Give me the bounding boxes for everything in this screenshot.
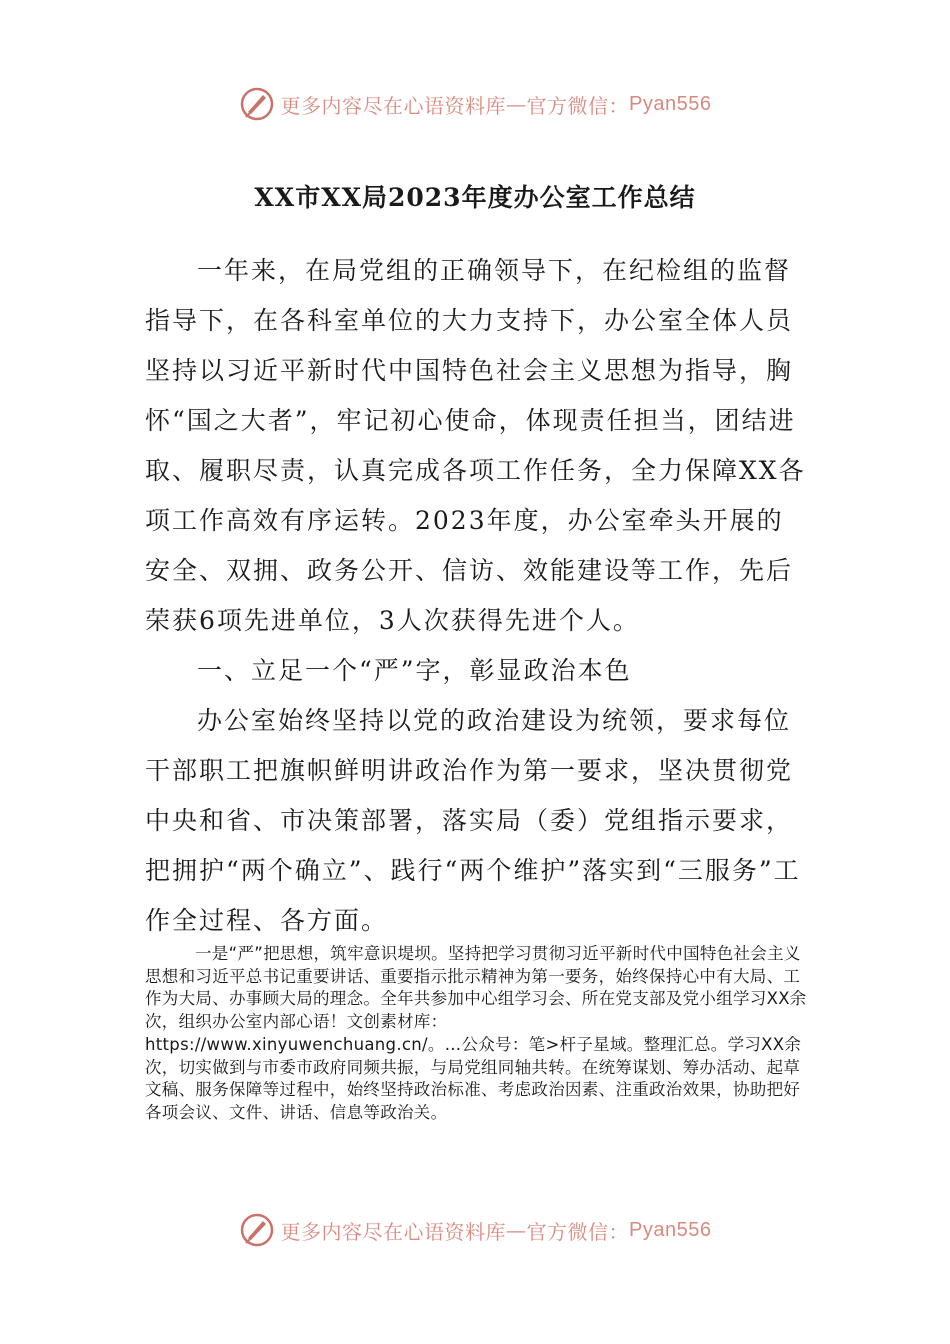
banner-wechat-label: 官方微信： <box>526 93 630 118</box>
header-banner <box>0 82 950 126</box>
banner-separator: — <box>506 1218 527 1242</box>
banner-account: Pyan556 <box>629 1218 712 1241</box>
small-text-block <box>145 943 810 1125</box>
section-paragraph: 办公室始终坚持以党的政治建设为统领，要求每位干部职工把旗帜鲜明讲政治作为第一要求，坚决贯彻党中央和省、市决策部署，落实局（委）党组指示要求，把拥护“两个确立”、践行“两个维护”落实到“三服务”工作全过程、各方面。 <box>145 706 801 935</box>
quill-logo-icon <box>239 86 275 122</box>
banner-wechat-label: 官方微信： <box>526 1219 630 1244</box>
banner-account: Pyan556 <box>629 92 712 115</box>
document-body <box>145 246 810 946</box>
small-paragraph-1: 一是“严”把思想，筑牢意识堤坝。坚持把学习贯彻习近平新时代中国特色社会主义思想和习近平总书记重要讲话、重要指示批示精神为第一要务，始终保持心中有大局、工作为大局、办事顾大局的理念。全年共参加中心组学习会、所在党支部及党小组学习XX余次，组织办公室内部心语！文创素材库： <box>145 944 807 1032</box>
document-title: XX市XX局2023年度办公室工作总结 <box>254 183 696 212</box>
footer-banner <box>0 1208 950 1252</box>
banner-separator: — <box>506 92 527 116</box>
small-paragraph-2: https://www.xinyuwenchuang.cn/。…公众号：笔>杆子星域。整理汇总。学习XX余次，切实做到与市委市政府同频共振，与局党组同轴共转。在统筹谋划、筹办活动、起草文稿、服务保障等过程中，始终坚持政治标准、考虑政治因素、注重政治效果，协助把好各项会议、文件、讲话、信息等政治关。 <box>145 1034 802 1122</box>
banner-brand: 更多内容尽在心语资料库 <box>280 1219 507 1244</box>
intro-paragraph: 一年来，在局党组的正确领导下，在纪检组的监督指导下，在各科室单位的大力支持下，办公室全体人员坚持以习近平新时代中国特色社会主义思想为指导，胸怀“国之大者”，牢记初心使命，体现责任担当，团结进取、履职尽责，认真完成各项工作任务，全力保障XX各项工作高效有序运转。2023年度，办公室牵头开展的安全、双拥、政务公开、信访、效能建设等工作，先后荣获6项先进单位，3人次获得先进个人。 <box>145 256 806 635</box>
banner-brand: 更多内容尽在心语资料库 <box>280 93 507 118</box>
section-heading: 一、立足一个“严”字，彰显政治本色 <box>197 656 632 685</box>
quill-logo-icon <box>239 1212 275 1248</box>
